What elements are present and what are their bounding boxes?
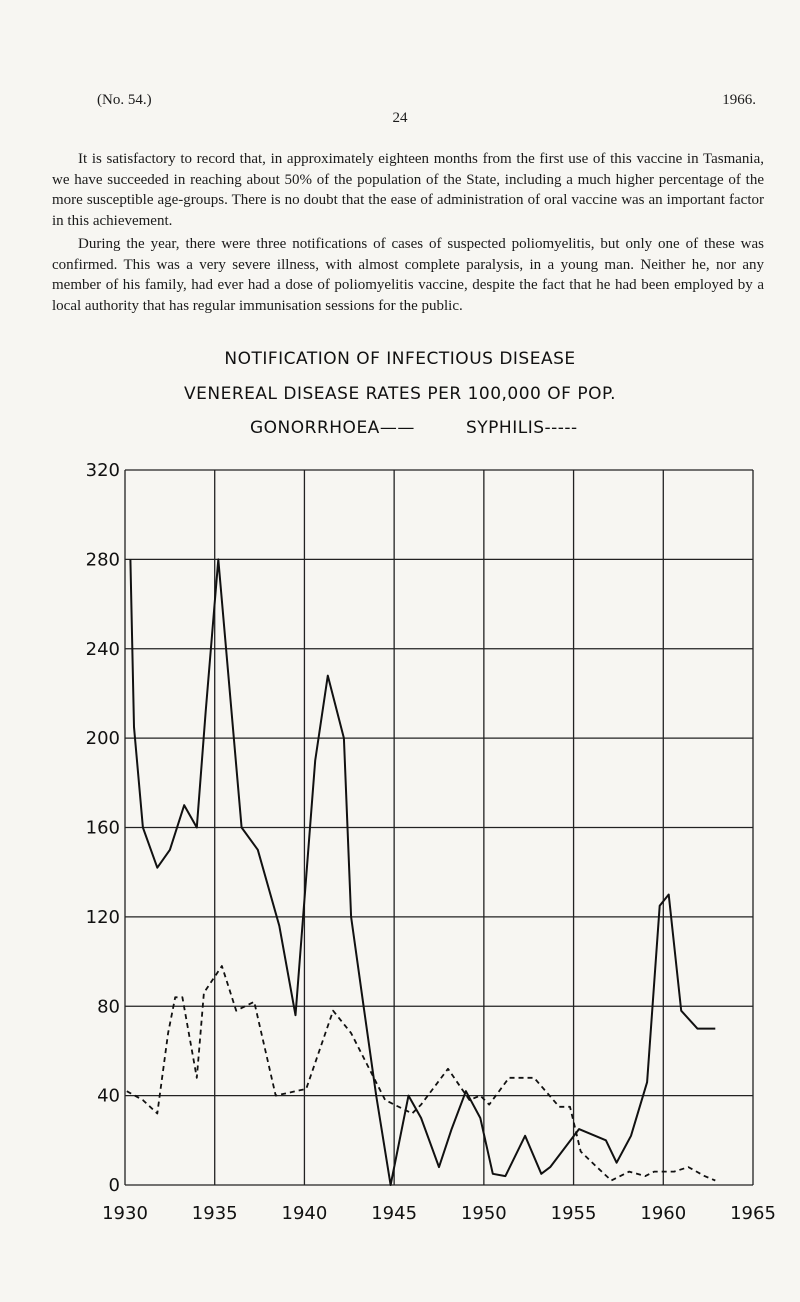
x-tick-label: 1930 <box>102 1203 148 1224</box>
x-tick-label: 1965 <box>730 1203 776 1224</box>
y-tick-label: 240 <box>85 638 120 660</box>
paragraph-vaccine: It is satisfactory to record that, in approximately eighteen months from the first use of this vaccine in Tasmania, we have succeeded in reaching about 50% of the population of the State, including a much higher percentage of the more susceptible age-groups. There is no doubt that the ease of administration of oral vaccine was an important factor in this achievement. <box>52 151 764 229</box>
x-tick-label: 1940 <box>281 1203 328 1224</box>
doc-year: 1966. <box>722 92 756 108</box>
y-tick-label: 0 <box>108 1175 120 1196</box>
chart-subtitle: VENEREAL DISEASE RATES PER 100,000 OF POP. <box>184 384 616 404</box>
legend-dashed-marker: ----- <box>544 418 578 438</box>
series-line-gonorrhoea <box>130 559 715 1185</box>
legend-gonorrhoea-label: GONORRHOEA <box>250 418 380 438</box>
x-tick-label: 1935 <box>191 1203 238 1224</box>
x-tick-label: 1955 <box>550 1203 597 1224</box>
chart-title: NOTIFICATION OF INFECTIOUS DISEASE <box>224 349 576 369</box>
x-axis-ticks <box>102 1203 776 1224</box>
x-tick-label: 1945 <box>371 1203 418 1224</box>
y-tick-label: 40 <box>97 1085 120 1107</box>
y-tick-label: 200 <box>85 728 120 750</box>
x-tick-label: 1960 <box>640 1203 687 1224</box>
x-tick-label: 1950 <box>460 1203 507 1224</box>
y-tick-label: 160 <box>85 817 120 839</box>
y-tick-label: 320 <box>85 460 120 481</box>
paragraph-poliomyelitis: During the year, there were three notifications of cases of suspected poliomyelitis, but only one of these was confirmed. This was a very severe illness, with almost complete paralysis, in a young man. Neither he, nor any member of his family, had ever had a dose of poliomyelitis vaccine, despite the fact that he had been employed by a local authority that has regular immunisation sessions for the public. <box>52 236 764 314</box>
y-tick-label: 120 <box>85 906 120 928</box>
y-axis-ticks <box>86 460 120 1196</box>
y-tick-label: 80 <box>97 996 120 1018</box>
y-tick-label: 280 <box>85 549 120 571</box>
doc-number: (No. 54.) <box>97 92 152 108</box>
legend-solid-marker: —— <box>379 418 415 438</box>
page-number: 24 <box>392 110 408 126</box>
legend-syphilis-label: SYPHILIS <box>466 418 545 438</box>
